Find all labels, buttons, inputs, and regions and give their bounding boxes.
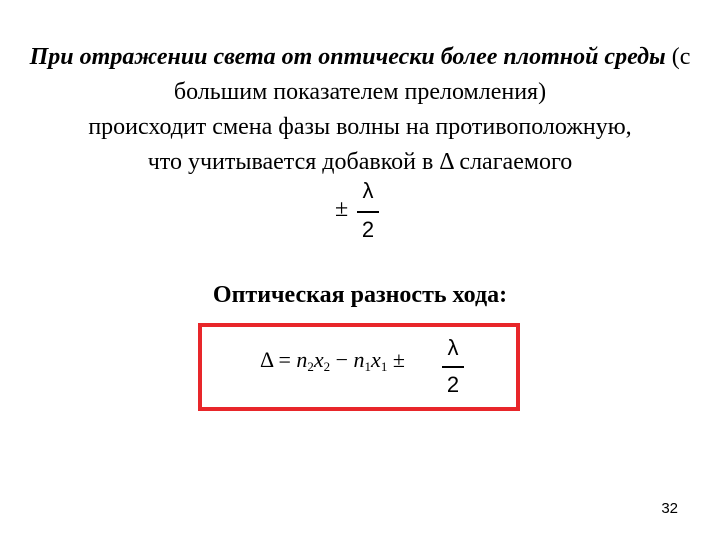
formula-plus-minus: ± [392,347,405,372]
formula-denominator: 2 [446,372,460,397]
x1-variable: x [371,347,381,372]
term-denominator: 2 [361,217,375,242]
equals-sign: = [278,347,291,372]
lambda-half-term [335,178,385,248]
n2-subscript: 2 [307,359,314,374]
x1-subscript: 1 [380,359,388,374]
n1-variable: n [353,347,365,372]
optical-path-formula [260,347,405,375]
n2-variable: n [296,347,308,372]
x2-variable: x [313,347,324,372]
page-number: 32 [661,500,678,517]
formula-fraction-bar [442,366,464,368]
intro-paragraph [20,40,700,180]
section-heading: Оптическая разность хода: [212,282,508,308]
fraction-bar [357,211,379,213]
plus-minus-sign: ± [335,196,349,222]
emphasized-phrase: При отражении света от оптически более плотной среды [29,44,666,70]
formula-box [198,323,520,411]
x2-subscript: 2 [323,359,331,374]
minus-sign: − [335,347,349,372]
term-numerator: λ [362,178,374,203]
paragraph-line2: происходит смена фазы волны на противоположную, [88,114,632,140]
formula-numerator: λ [447,335,459,360]
paragraph-line3: что учитывается добавкой в Δ слагаемого [147,149,573,175]
n1-subscript: 1 [364,359,372,374]
delta-symbol: Δ [260,347,273,372]
paragraph-line1-rest: (с большим показателем преломления) [173,44,691,105]
